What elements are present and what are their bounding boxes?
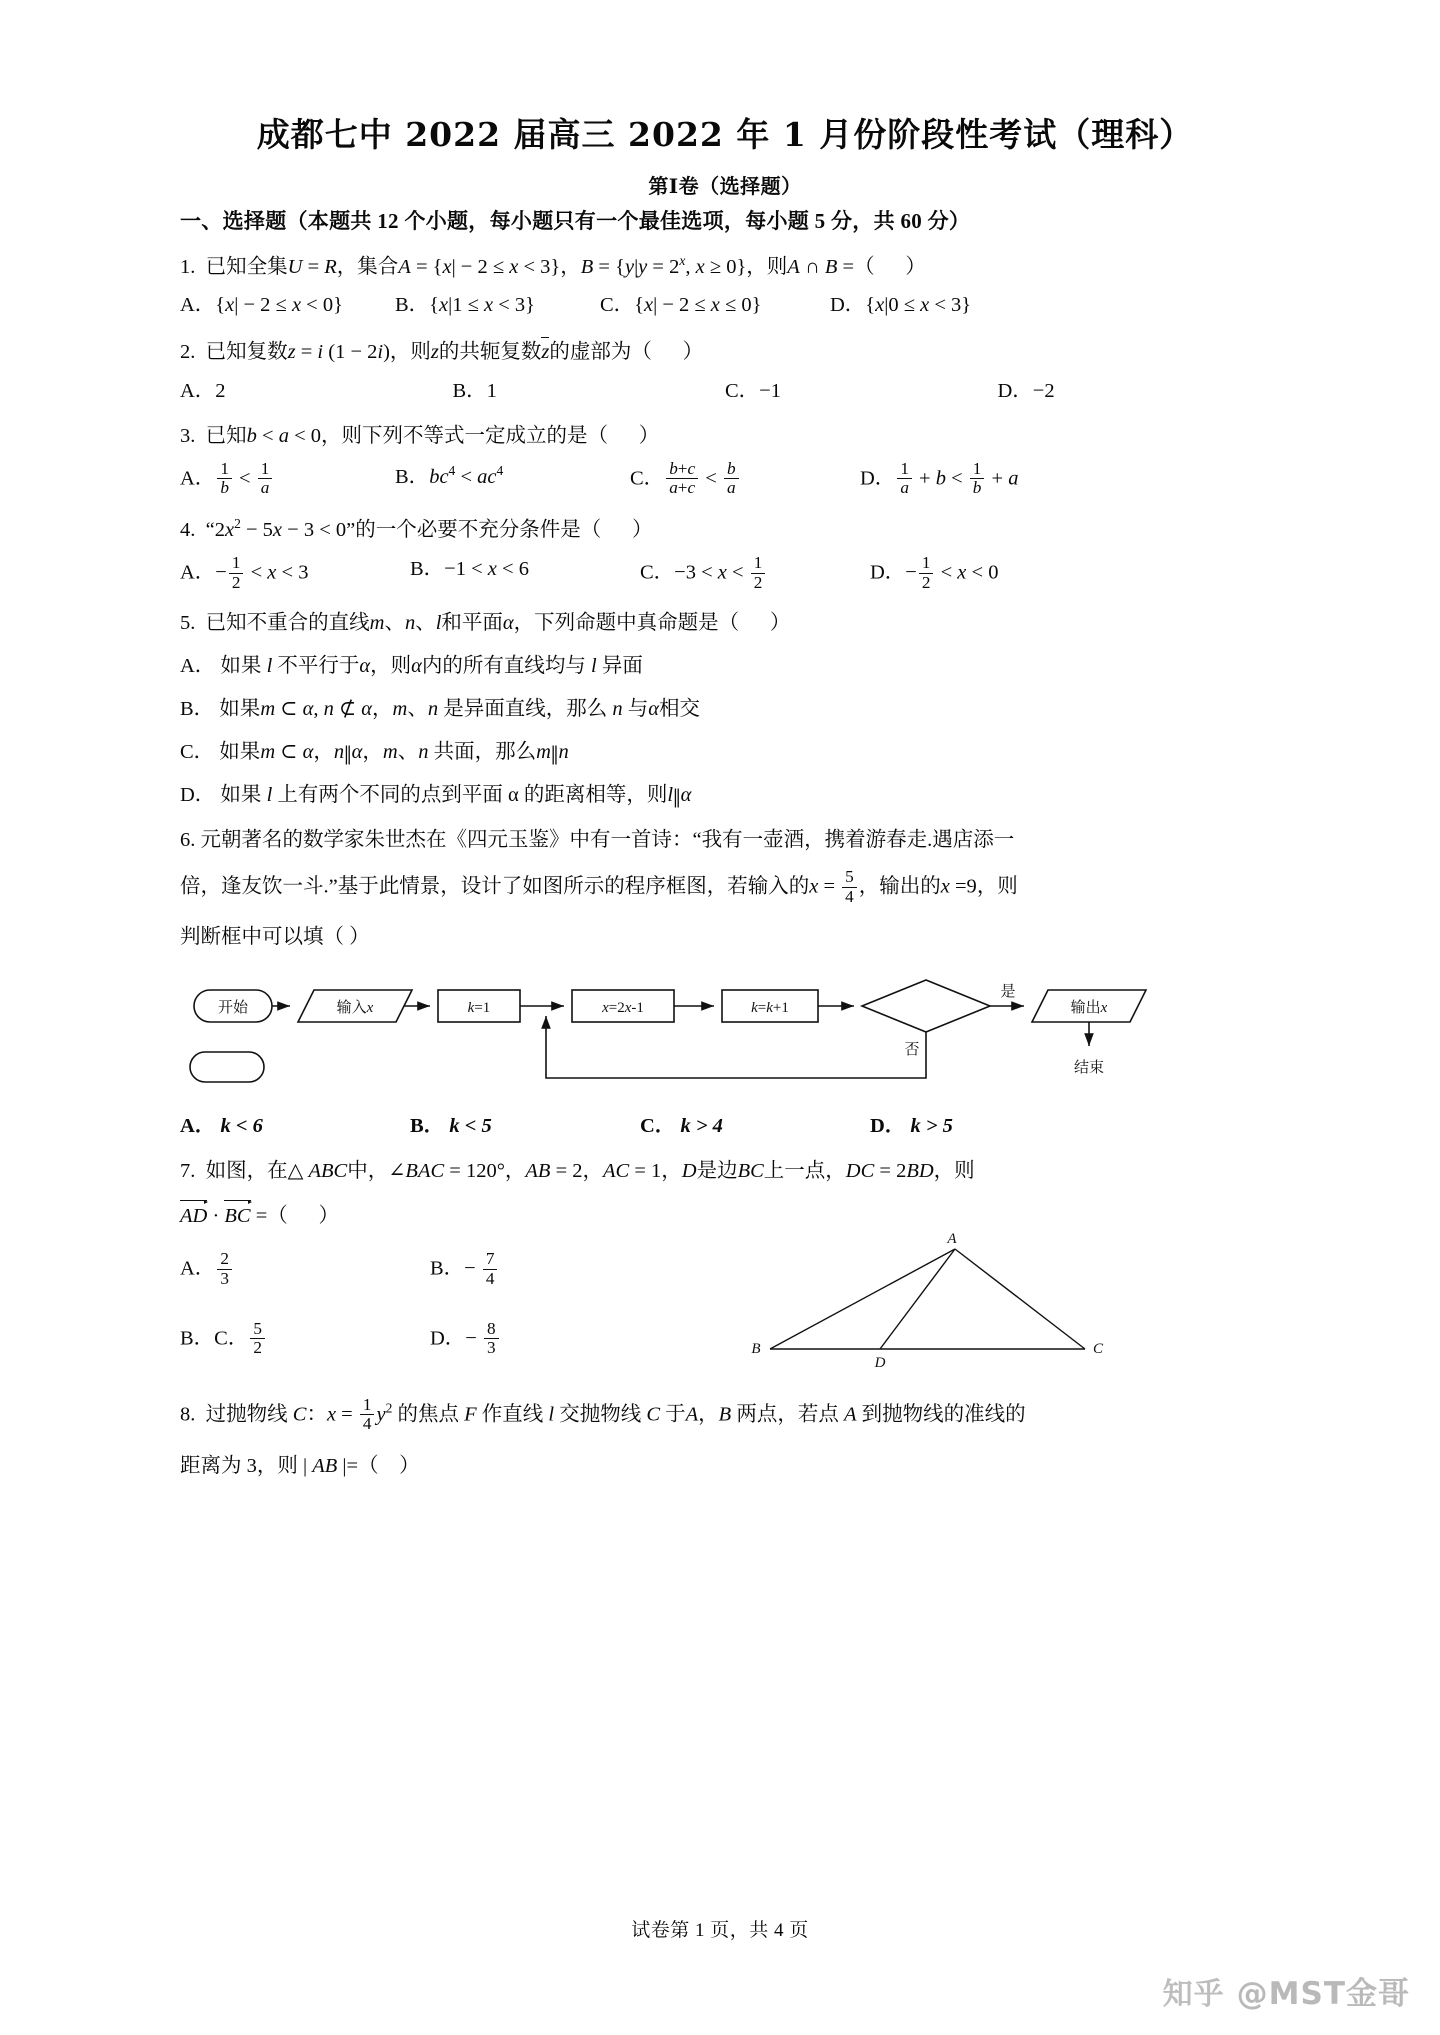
flow-node-x2x1-label: x=2x-1 [602, 1000, 644, 1017]
option-d[interactable]: D．{x|0 ≤ x < 3} [830, 294, 972, 317]
input-value-fraction: $\frac{5}{4}$ [842, 868, 857, 906]
question-6-line-1-text: 元朝著名的数学家朱世杰在《四元玉鉴》中有一首诗：“我有一壶酒，携着游春走.遇店添一 [200, 829, 1015, 852]
option-c[interactable]: C． k > 4 [640, 1115, 723, 1138]
triangle-figure [740, 1231, 1140, 1380]
question-6-stem-line-1 [180, 826, 1270, 855]
question-2-options [180, 377, 1270, 406]
question-4 [180, 514, 1270, 592]
question-5-option-d[interactable]: D． 如果 l 上有两个不同的点到平面 α 的距离相等，则l∥α [180, 784, 692, 811]
paper-section-label: 第Ⅰ卷（选择题） [648, 175, 802, 198]
option-a[interactable]: A． $\frac{1}{b}$ < $\frac{1}{a}$ [180, 461, 395, 499]
zhihu-logo: 知乎 [1162, 1976, 1225, 2012]
document-content [180, 110, 1270, 1487]
question-6-line-2-mid: ，输出的 [858, 875, 941, 898]
page-title: 成都七中 2022 届高三 2022 年 1 月份阶段性考试（理科） [256, 115, 1194, 154]
flow-edge-no-label: 否 [904, 1042, 920, 1059]
option-c[interactable]: C．−1 [725, 379, 781, 402]
option-b[interactable]: B．−1 < x < 6 [410, 558, 529, 581]
option-d[interactable]: D． $\frac{1}{a}$ + b < $\frac{1}{b}$ + a [860, 458, 1019, 498]
question-6-stem-line-2: 倍，逢友饮一斗.”基于此情景，设计了如图所示的程序框图，若输入的x = $\frac{5}{4}$ ，输出的x =9，则 [180, 867, 1018, 906]
question-2-stem: 2. 已知复数z = i (1 − 2i)，则z的共轭复数z的虚部为（ ） [180, 337, 1270, 367]
question-7-number: 7. [180, 1160, 196, 1183]
question-6-number: 6. [180, 829, 196, 852]
question-7-stem-line-2: AD · BC =（ ） [180, 1200, 1270, 1231]
question-5-option-b[interactable]: B． 如果m ⊂ α, n ⊄ α，m、n 是异面直线，那么 n 与α相交 [180, 698, 700, 721]
question-6-line-2-text: 倍，逢友饮一斗.”基于此情景，设计了如图所示的程序框图，若输入的 [180, 875, 810, 898]
triangle-vertex-a: A [947, 1231, 957, 1248]
question-6-line-2-end: ，则 [976, 875, 1018, 898]
question-8-stem-line-2: 距离为 3，则 | AB |=（ ） [180, 1455, 420, 1478]
option-b[interactable]: B．{x|1 ≤ x < 3} [395, 294, 535, 317]
flow-node-end-label: 结束 [1073, 1060, 1105, 1077]
question-8-stem-line-1: 8. 过抛物线 C：x = $\frac{1}{4}$ $y^2$ 的焦点 F 作直线 l 交抛物线 C 于A，B 两点，若点 A 到抛物线的准线的 [180, 1394, 1026, 1433]
option-b[interactable]: B．1 [452, 379, 497, 402]
question-7-options-and-figure [180, 1231, 1270, 1380]
option-a[interactable]: A．− $\frac{1}{2}$ < x < 3 [180, 553, 309, 592]
question-2-number: 2. [180, 340, 196, 363]
question-3-options [180, 458, 1270, 499]
option-d[interactable]: D．−2 [997, 379, 1055, 402]
section-heading [180, 205, 1270, 235]
triangle-vertex-c: C [1092, 1341, 1104, 1358]
flow-node-k1-label: k=1 [467, 1000, 491, 1017]
flow-node-input-label: 输入x [336, 1000, 374, 1017]
option-a[interactable]: A．2 [180, 379, 226, 402]
question-2 [180, 337, 1270, 406]
page-footer: 试卷第 1 页，共 4 页 [631, 1920, 809, 1941]
question-8-number: 8. [180, 1402, 196, 1425]
question-1-number: 1. [180, 255, 196, 278]
question-4-stem: 4. “$2x^2 - 5x - 3 < 0$”的一个必要不充分条件是（ ） [180, 516, 653, 542]
option-c[interactable]: C．{x| − 2 ≤ x ≤ 0} [600, 294, 762, 317]
question-6-stem-line-3: 判断框中可以填（ ） [180, 925, 370, 948]
flow-node-output-label: 输出x [1070, 1000, 1108, 1017]
option-c[interactable]: C． $\frac{b+c}{a+c}$ < $\frac{b}{a}$ [630, 461, 860, 499]
question-7 [180, 1157, 1270, 1380]
question-5-number: 5. [180, 611, 196, 634]
watermark [1163, 1968, 1410, 2013]
question-7-stem-line-1: 7. 如图，在△ ABC中，∠BAC = 120°，AB = 2，AC = 1，D是边BC上一点，DC = 2BD，则 [180, 1160, 975, 1183]
option-a[interactable]: A． $\frac{2}{3}$ [180, 1251, 430, 1289]
option-d[interactable]: D．− $\frac{1}{2}$ < x < 0 [870, 553, 999, 592]
question-4-number: 4. [180, 519, 196, 542]
question-8 [180, 1394, 1270, 1482]
flow-edge-yes-label: 是 [1000, 984, 1016, 1001]
flowchart-diagram [190, 974, 1108, 1094]
question-5 [180, 609, 1270, 811]
watermark-handle: @MST金哥 [1236, 1976, 1410, 2012]
option-a[interactable]: A．{x| − 2 ≤ x < 0} [180, 294, 343, 317]
option-d[interactable]: D． k > 5 [870, 1115, 953, 1138]
triangle-vertex-b: B [751, 1341, 761, 1358]
question-5-option-c[interactable]: C． 如果m ⊂ α，n∥α，m、n 共面，那么m∥n [180, 741, 569, 768]
triangle-point-d: D [874, 1355, 886, 1372]
option-b[interactable]: B． k < 5 [410, 1115, 492, 1138]
option-b[interactable]: B．$bc^4 < ac^4$ [395, 462, 504, 488]
question-5-option-a[interactable]: A． 如果 l 不平行于α，则α内的所有直线均与 l 异面 [180, 654, 643, 677]
question-5-stem: 5. 已知不重合的直线m、n、l和平面α，下列命题中真命题是（ ） [180, 611, 791, 634]
question-7-options [180, 1231, 740, 1380]
question-1-options [180, 291, 1270, 320]
option-d[interactable]: D．− $\frac{8}{3}$ [430, 1321, 501, 1359]
question-3 [180, 422, 1270, 499]
question-6-options [180, 1112, 1270, 1141]
option-c[interactable]: B．C． $\frac{5}{2}$ [180, 1321, 430, 1359]
question-6 [180, 826, 1270, 1141]
question-4-options [180, 555, 1270, 593]
question-3-number: 3. [180, 424, 196, 447]
question-1-stem: 1. 已知全集U = R，集合A = {x| − 2 ≤ x < 3}，$B = \{y|y = 2^x$, x ≥ 0}，则A ∩ B =（ ） [180, 252, 926, 278]
option-c[interactable]: C．−3 < x < $\frac{1}{2}$ [640, 555, 870, 593]
flow-node-start-label: 开始 [217, 1000, 249, 1017]
section-heading-prefix: 一、选择题 [180, 208, 287, 233]
question-1 [180, 251, 1270, 321]
question-3-stem: 3. 已知b < a < 0，则下列不等式一定成立的是（ ） [180, 424, 660, 447]
flow-node-kk1-label: k=k+1 [751, 1000, 789, 1017]
section-heading-body: （本题共 12 个小题，每小题只有一个最佳选项，每小题 5 分，共 60 分） [286, 208, 971, 233]
option-a[interactable]: A． k < 6 [180, 1115, 263, 1138]
option-b[interactable]: B．− $\frac{7}{4}$ [430, 1251, 499, 1289]
